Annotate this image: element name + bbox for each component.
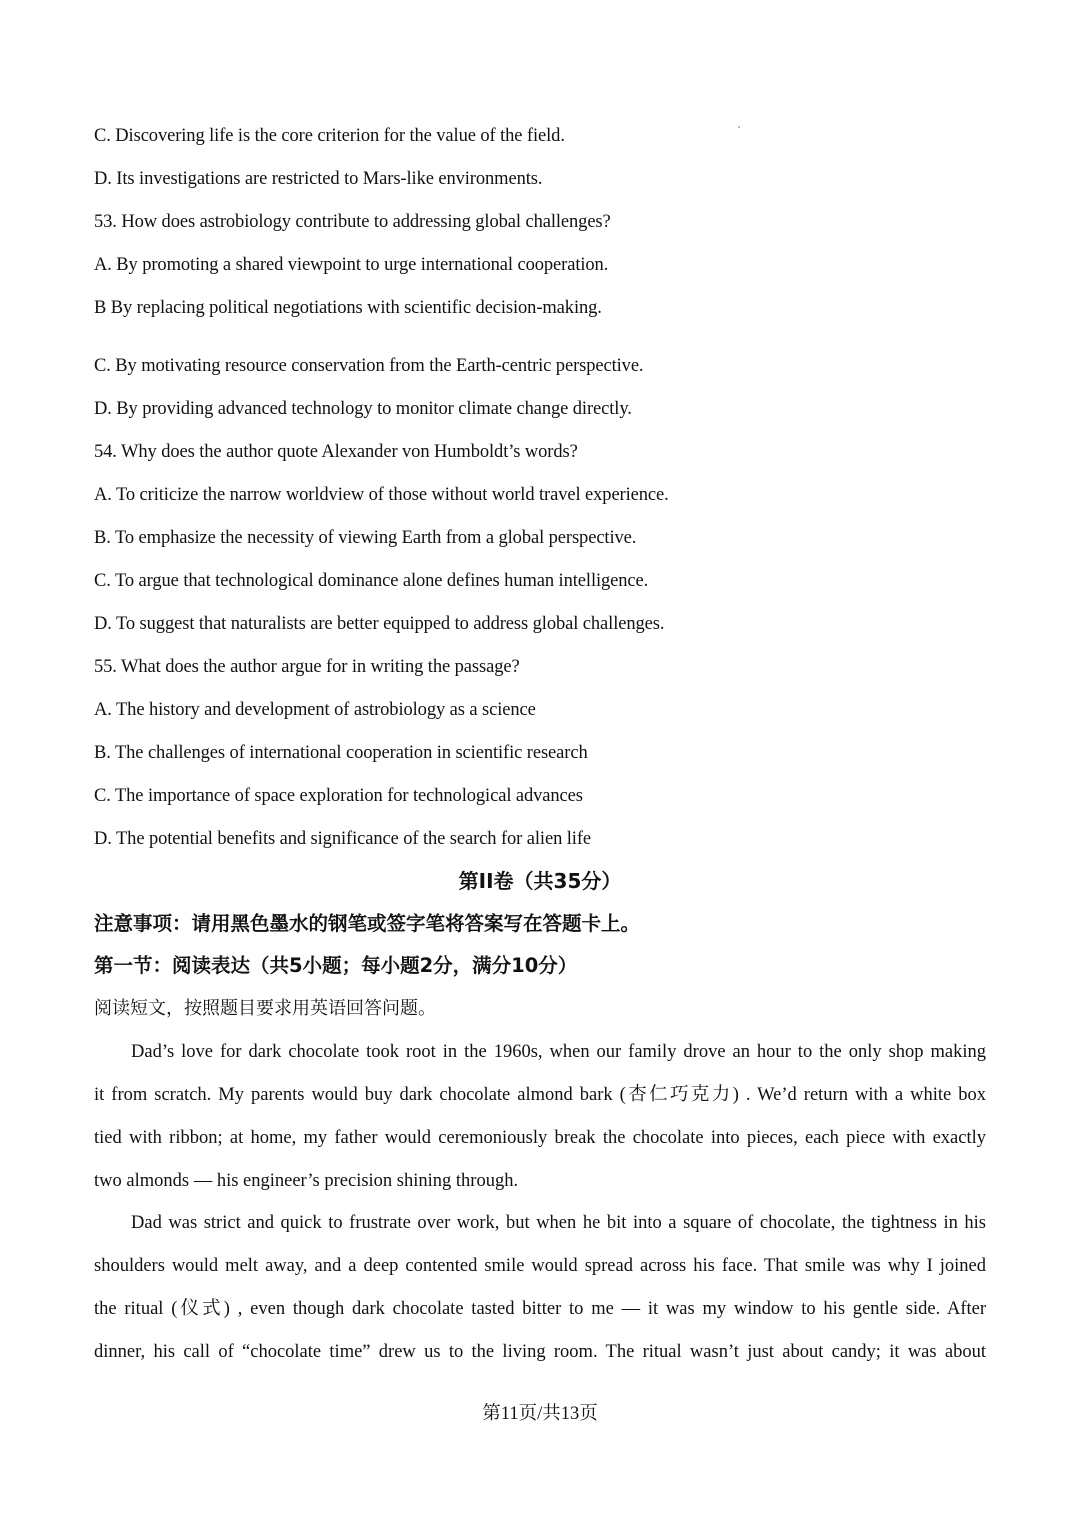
q54-option-c: C. To argue that technological dominance alone defines human intelligence.	[94, 571, 649, 591]
scan-speck	[738, 126, 740, 128]
q54-question: 54. Why does the author quote Alexander von Humboldt’s words?	[94, 442, 578, 462]
q53-question: 53. How does astrobiology contribute to addressing global challenges?	[94, 212, 611, 232]
q55-option-b: B. The challenges of international cooperation in scientific research	[94, 743, 588, 763]
passage-p2-line: shoulders would melt away, and a deep contented smile would spread across his face. That smile was why I joined	[94, 1256, 986, 1276]
q54-option-a: A. To criticize the narrow worldview of those without world travel experience.	[94, 485, 669, 505]
q52-option-d: D. Its investigations are restricted to Mars-like environments.	[94, 169, 543, 189]
q54-option-b: B. To emphasize the necessity of viewing Earth from a global perspective.	[94, 528, 637, 548]
q53-option-c: C. By motivating resource conservation from the Earth-centric perspective.	[94, 356, 644, 376]
q53-option-a: A. By promoting a shared viewpoint to urge international cooperation.	[94, 255, 609, 275]
q53-option-d: D. By providing advanced technology to monitor climate change directly.	[94, 399, 632, 419]
q54-option-d: D. To suggest that naturalists are better equipped to address global challenges.	[94, 614, 665, 634]
passage-p2-line: dinner, his call of “chocolate time” drew us to the living room. The ritual wasn’t just about candy; it was about	[94, 1342, 986, 1362]
q55-option-c: C. The importance of space exploration for technological advances	[94, 786, 583, 806]
part-two-title: 第II卷（共35分）	[458, 869, 622, 893]
passage-p1-line: two almonds — his engineer’s precision shining through.	[94, 1171, 519, 1191]
passage-p1-line: Dad’s love for dark chocolate took root in the 1960s, when our family drove an hour to the only shop making	[131, 1042, 986, 1062]
q52-option-c: C. Discovering life is the core criterion for the value of the field.	[94, 126, 565, 146]
passage-p2-line: Dad was strict and quick to frustrate over work, but when he bit into a square of chocolate, the tightness in his	[131, 1213, 986, 1233]
q55-option-a: A. The history and development of astrobiology as a science	[94, 700, 536, 720]
section-one-heading: 第一节：阅读表达（共5小题；每小题2分，满分10分）	[94, 954, 578, 977]
q53-option-b: B By replacing political negotiations with scientific decision-making.	[94, 298, 602, 318]
q55-question: 55. What does the author argue for in writing the passage?	[94, 657, 520, 677]
page-number: 第11页/共13页	[482, 1404, 598, 1424]
attention-notice: 注意事项：请用黑色墨水的钢笔或签字笔将答案写在答题卡上。	[94, 912, 641, 935]
passage-p2-line: the ritual (仪式) , even though dark chocolate tasted bitter to me — it was my window to his gentle side. After	[94, 1299, 986, 1319]
passage-p1-line: it from scratch. My parents would buy dark chocolate almond bark (杏仁巧克力) . We’d return with a white box	[94, 1085, 986, 1105]
reading-instruction: 阅读短文，按照题目要求用英语回答问题。	[94, 998, 436, 1019]
q55-option-d: D. The potential benefits and significance of the search for alien life	[94, 829, 591, 849]
passage-p1-line: tied with ribbon; at home, my father would ceremoniously break the chocolate into pieces, each piece with exactly	[94, 1128, 986, 1148]
